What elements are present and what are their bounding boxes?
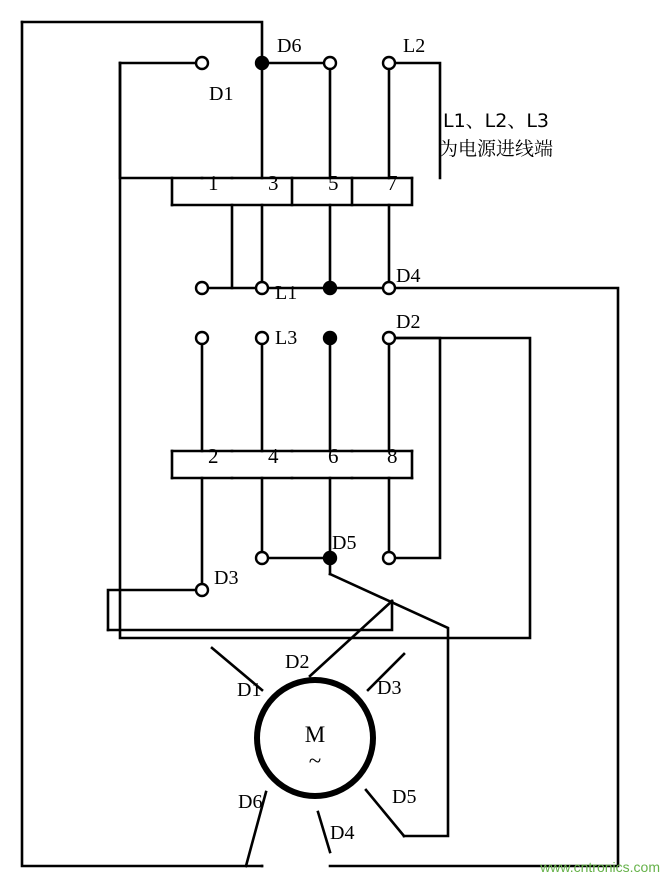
label-contact-7: 7 (387, 171, 398, 195)
node-l2-top (383, 57, 395, 69)
label-motor-d4: D4 (330, 822, 355, 844)
motor-symbol-letter: M (304, 722, 326, 747)
label-d6-top: D6 (277, 35, 302, 57)
node-l3 (256, 332, 268, 344)
note-line-2: 为电源进线端 (438, 138, 554, 160)
motor-symbol (257, 680, 373, 796)
label-l3: L3 (275, 327, 298, 349)
node-d4 (383, 282, 395, 294)
node-top-right-of-d6 (324, 57, 336, 69)
node-left-mid-lower (196, 332, 208, 344)
node-left-mid-upper (196, 282, 208, 294)
label-l1: L1 (275, 282, 298, 304)
label-motor-d1: D1 (237, 679, 262, 701)
note-line-1: L1、L2、L3 (442, 110, 550, 132)
motor-phase-symbol: ~ (308, 748, 322, 773)
node-bottom-left-block (256, 552, 268, 564)
label-contact-8: 8 (387, 444, 398, 468)
node-mid-upper-center (324, 282, 336, 294)
label-contact-3: 3 (268, 171, 279, 195)
note-block (439, 110, 553, 160)
label-d5-mid: D5 (332, 532, 357, 554)
node-d6-top (256, 57, 268, 69)
label-d3-mid: D3 (214, 567, 239, 589)
outer-frame-wires (22, 22, 262, 866)
node-d2-mid (383, 332, 395, 344)
label-motor-d3: D3 (377, 677, 402, 699)
label-motor-d5: D5 (392, 786, 417, 808)
d3-lead (108, 590, 392, 630)
node-l1 (256, 282, 268, 294)
label-d2-mid: D2 (396, 311, 421, 333)
node-bottom-right-block (383, 552, 395, 564)
label-d4: D4 (396, 265, 421, 287)
node-d1-top (196, 57, 208, 69)
label-motor-d6: D6 (238, 791, 263, 813)
node-d3 (196, 584, 208, 596)
label-contact-4: 4 (268, 444, 279, 468)
label-contact-6: 6 (328, 444, 339, 468)
label-contact-5: 5 (328, 171, 339, 195)
label-contact-2: 2 (208, 444, 219, 468)
label-l2-top: L2 (403, 35, 426, 57)
middle-upper-rail (202, 288, 618, 866)
label-contact-1: 1 (208, 171, 219, 195)
watermark-text: www.cntronics.com (540, 859, 660, 875)
label-motor-d2: D2 (285, 651, 310, 673)
label-d1-top: D1 (209, 83, 234, 105)
node-mid-lower-center (324, 332, 336, 344)
